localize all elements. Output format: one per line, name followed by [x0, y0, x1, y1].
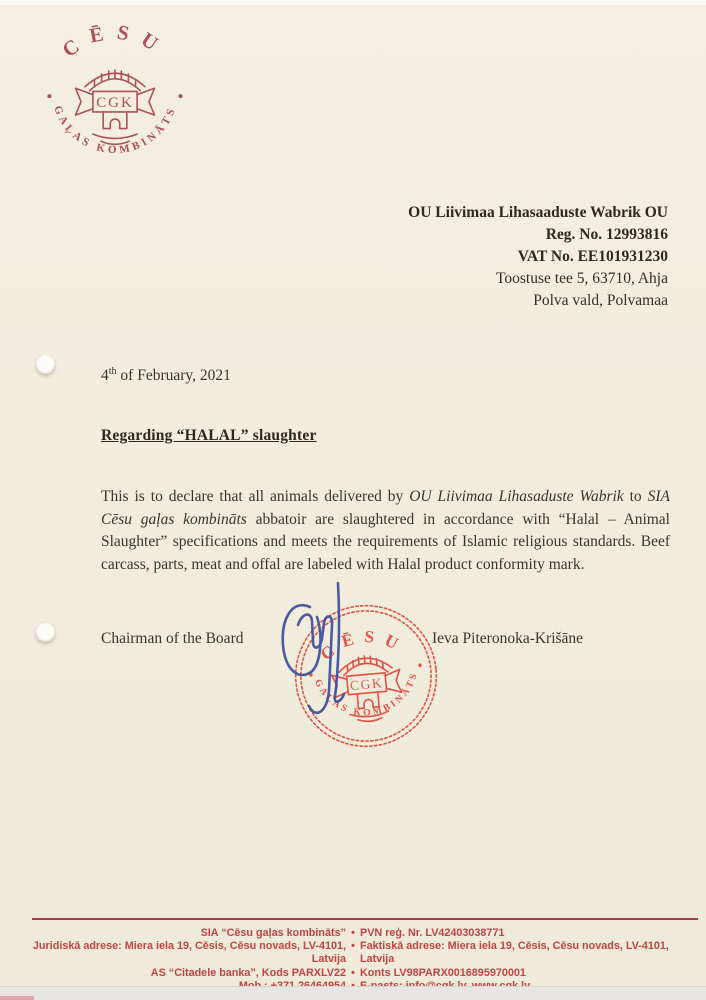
recipient-line: VAT No. EE101931230 — [517, 248, 668, 265]
footer-right: Faktiskā adrese: Miera iela 19, Cēsis, Cēsu novads, LV-4101, Latvija — [360, 940, 669, 966]
scan-artifact-mark — [0, 996, 34, 1000]
punch-hole-top — [36, 355, 55, 374]
footer-bullet-icon: • — [351, 927, 355, 939]
recipient-line: OU Liivimaa Lihasaaduste Wabrik OU — [408, 204, 668, 221]
recipient-block — [408, 202, 668, 312]
footer-row — [15, 940, 691, 966]
footer-right: PVN reģ. Nr. LV42403038771 — [360, 927, 505, 939]
logo-bottom-arc-text: GAĻAS KOMBINĀTS — [51, 104, 179, 157]
body-italic-abbatoir: SIA Cēsu gaļas kombināts — [101, 488, 671, 528]
body-italic-supplier: OU Liivimaa Lihasaduste Wabrik — [409, 488, 624, 505]
signoff-name: Ieva Piteronoka-Krišāne — [432, 630, 584, 647]
stamp-right-dot — [418, 663, 422, 667]
subject-line: Regarding “HALAL” slaughter — [101, 427, 317, 444]
punch-hole-bottom — [36, 623, 55, 642]
footer-row — [15, 927, 691, 940]
stamp-top-arc-text: CĒSU — [316, 626, 410, 664]
logo-right-dot — [179, 94, 183, 98]
body-text: to — [623, 488, 648, 505]
date-day: 4 — [101, 367, 109, 385]
footer — [15, 927, 691, 993]
footer-bullet-icon: • — [351, 940, 355, 953]
stamp-monogram: CGK — [349, 675, 385, 693]
footer-left: SIA “Cēsu gaļas kombināts” — [200, 927, 346, 939]
paper-top-edge — [0, 0, 706, 5]
footer-row — [15, 967, 691, 980]
scanner-bottom-edge — [0, 986, 706, 1000]
stamp-bottom-arc-text: GAĻAS KOMBINĀTS — [312, 670, 421, 719]
logo-left-dot — [47, 94, 51, 98]
footer-rule — [32, 918, 698, 920]
footer-left: AS “Citadele banka”, Kods PARXLV22 — [150, 966, 346, 979]
date-line — [101, 366, 231, 385]
signoff-role: Chairman of the Board — [101, 630, 244, 647]
recipient-line: Reg. No. 12993816 — [545, 226, 668, 243]
recipient-line: Polva vald, Polvamaa — [533, 292, 668, 309]
body-text: This is to declare that all animals delivered by — [101, 488, 410, 505]
company-logo — [36, 14, 194, 172]
footer-left: Juridiskā adrese: Miera iela 19, Cēsis, Cēsu novads, LV-4101, Latvija — [32, 940, 346, 966]
footer-right: Konts LV98PARX0016895970001 — [360, 966, 526, 979]
recipient-line: Toostuse tee 5, 63710, Ahja — [496, 270, 668, 287]
date-rest: of February, 2021 — [116, 367, 231, 385]
footer-bullet-icon: • — [351, 966, 355, 979]
logo-top-arc-text: CĒSU — [58, 21, 172, 62]
ink-signature — [268, 575, 368, 725]
body-paragraph — [101, 486, 670, 576]
logo-monogram: CGK — [96, 95, 134, 112]
date-ordinal: th — [108, 366, 117, 377]
body-text: abbatoir are slaughtered in accordance with “Halal – Animal Slaughter” specifications and meets the requirements of Islamic religious standards. Beef carcass, parts, meat and offal are labeled with Halal product conformity mark. — [101, 510, 670, 573]
